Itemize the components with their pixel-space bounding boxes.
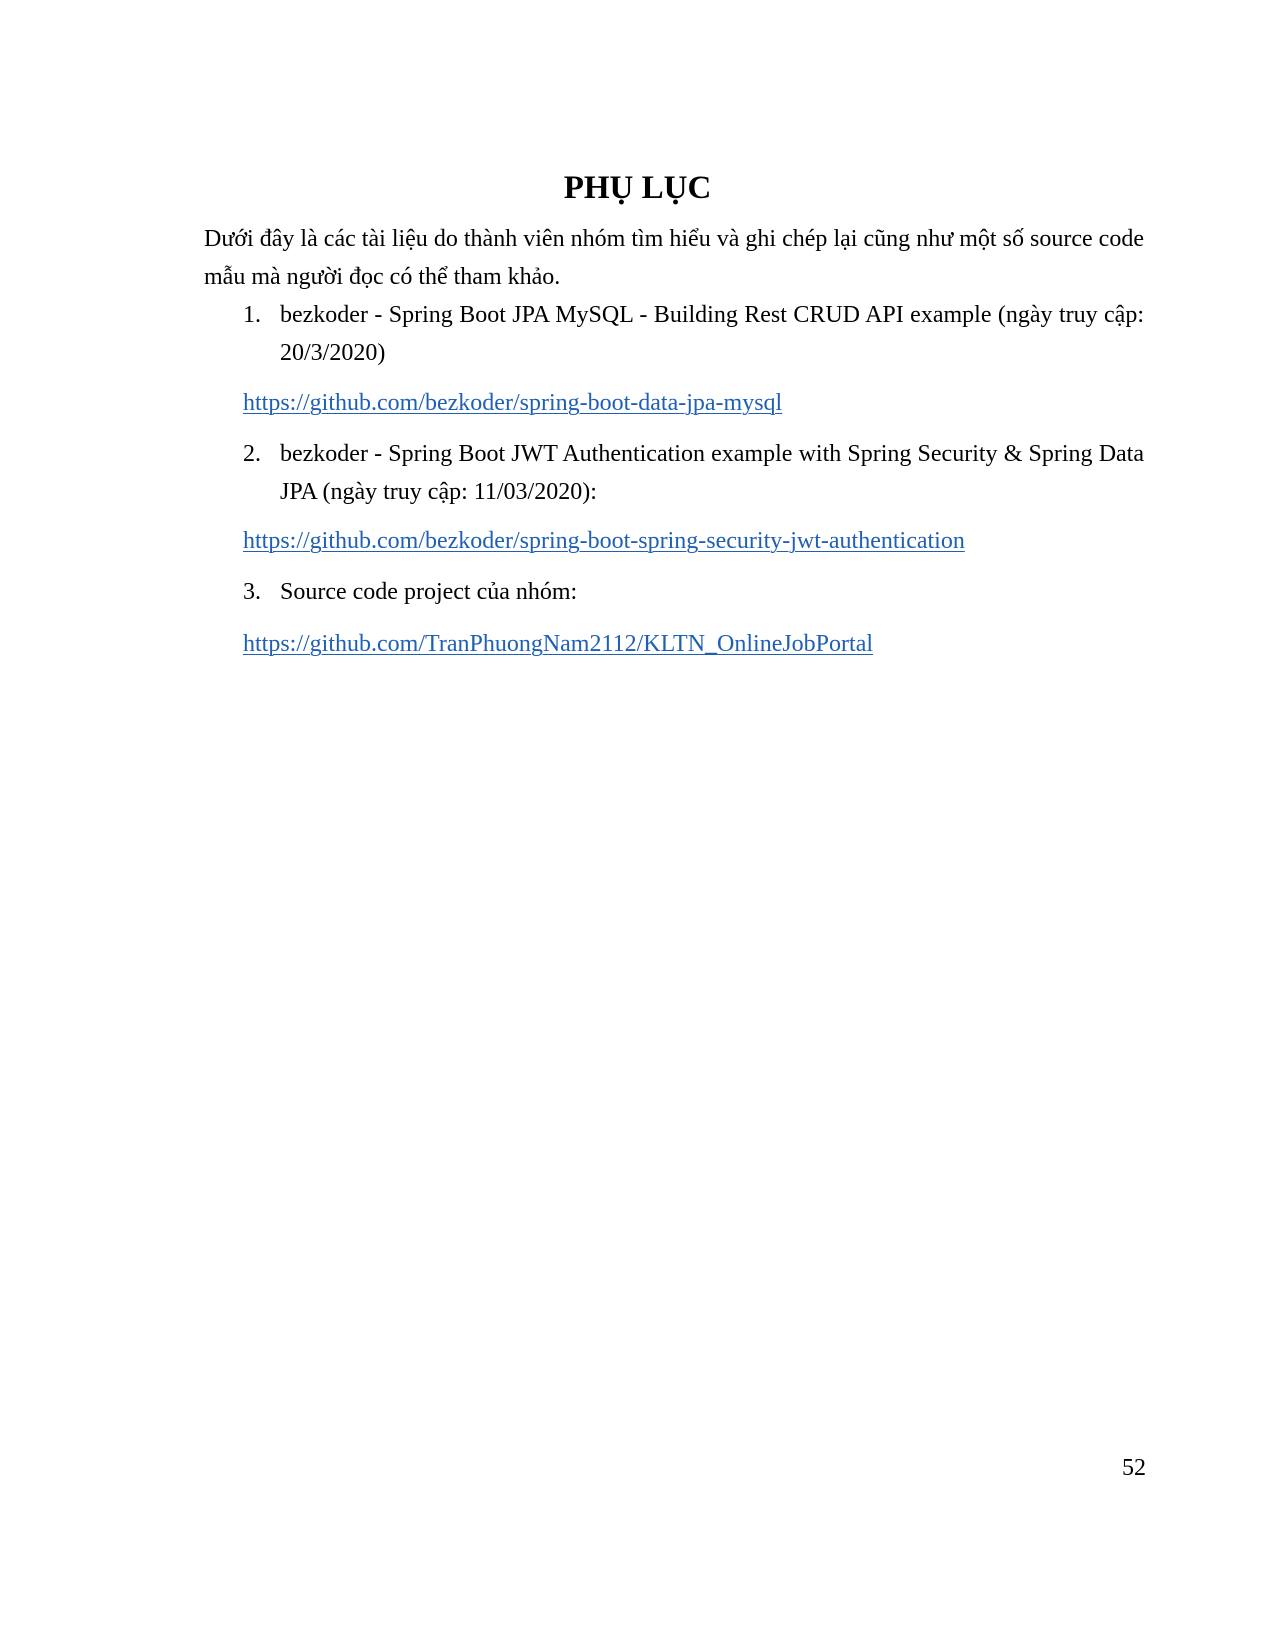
reference-link-1[interactable]: https://github.com/bezkoder/spring-boot-data-jpa-mysql: [243, 390, 783, 416]
page-title: PHỤ LỤC: [563, 170, 712, 206]
reference-text: bezkoder - Spring Boot JWT Authentication example with Spring Security & Spring Data JPA (ngày truy cập: 11/03/2020):: [280, 441, 1144, 505]
intro-paragraph: Dưới đây là các tài liệu do thành viên nhóm tìm hiểu và ghi chép lại cũng như một số source code mẫu mà người đọc có thể tham khảo.: [204, 226, 1144, 290]
reference-number: 1.: [243, 302, 261, 328]
reference-number: 2.: [243, 441, 261, 467]
reference-item-1: [243, 296, 1144, 372]
reference-item-2: [243, 435, 1144, 511]
reference-text: Source code project của nhóm:: [280, 579, 578, 605]
page-number: 52: [1122, 1455, 1146, 1481]
reference-number: 3.: [243, 579, 261, 605]
reference-text: bezkoder - Spring Boot JPA MySQL - Building Rest CRUD API example (ngày truy cập: 20/3/2020): [280, 302, 1144, 366]
reference-link-2[interactable]: https://github.com/bezkoder/spring-boot-spring-security-jwt-authentication: [243, 528, 965, 554]
reference-item-3: [243, 573, 1144, 611]
reference-link-3[interactable]: https://github.com/TranPhuongNam2112/KLTN_OnlineJobPortal: [243, 631, 874, 657]
